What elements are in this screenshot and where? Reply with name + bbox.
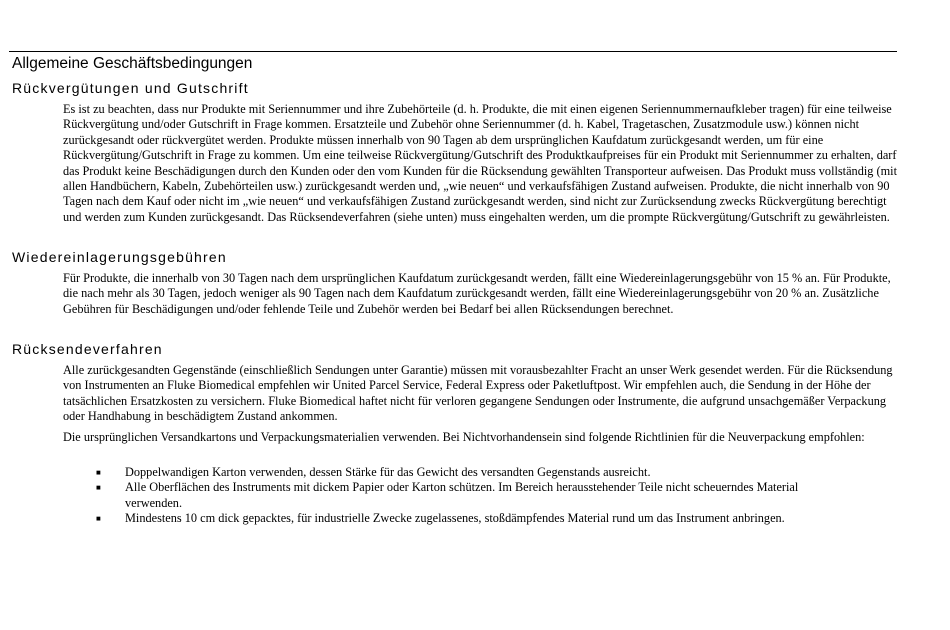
square-bullet-icon: ■ [96, 483, 101, 493]
header-rule [9, 51, 897, 52]
list-item-text: Doppelwandigen Karton verwenden, dessen Stärke für das Gewicht des versandten Gegenstands ausreicht. [125, 465, 651, 479]
square-bullet-icon: ■ [96, 514, 101, 524]
list-item [94, 480, 904, 511]
list-item [94, 465, 904, 480]
section-heading-rueckverguetungen: Rückvergütungen und Gutschrift [12, 80, 249, 96]
square-bullet-icon: ■ [96, 468, 101, 477]
paragraph-rueckverguetungen: Es ist zu beachten, dass nur Produkte mit Seriennummer und ihre Zubehörteile (d. h. Produkte, die mit einen eigenen Seriennummernaufkleber tragen) für eine teilweise Rückvergütung und/oder Gutschrift in Frage kommen. Ersatzteile und Zubehör ohne Seriennummer (d. h. Kabel, Tragetaschen, Zusatzmodule usw.) können nicht zurückgesandt oder rückvergütet werden. Produkte müssen innerhalb von 90 Tagen ab dem ursprünglichen Kaufdatum zurückgesandt werden, um für eine Rückvergütung/Gutschrift in Frage zu kommen. Um eine teilweise Rückvergütung/Gutschrift des Produktkaufpreises für ein Produkt mit Seriennummer zu erhalten, darf das Produkt keine Beschädigungen durch den Kunden oder den vom Kunden für die Rücksendung gewählten Transporteur aufweisen. Das Produkt muss vollständig (mit allen Handbüchern, Kabeln, Zubehörteilen usw.) zurückgesandt werden und, „wie neuen“ und verkaufsfähigen Zustand aufweisen. Produkte, die nicht innerhalb von 90 Tagen nach dem Kauf oder nicht im „wie neuen“ und verkaufsfähigen Zustand zurückgesandt werden, sind nicht zur Zurücksendung zwecks Rückvergütung berechtigt und werden zum Kunden zurückgesandt. Das Rücksendeverfahren (siehe unten) muss eingehalten werden, um die prompte Rückvergütung/Gutschrift zu gewährleisten. [63, 102, 897, 224]
list-item-text: Alle Oberflächen des Instruments mit dickem Papier oder Karton schützen. Im Bereich herausstehender Teile nicht scheuerndes Material verwenden. [125, 480, 799, 510]
list-item [94, 511, 904, 526]
section-heading-wiedereinlagerungsgebuehren: Wiedereinlagerungsgebühren [12, 249, 227, 265]
paragraph-ruecksendeverfahren-1: Alle zurückgesandten Gegenstände (einschließlich Sendungen unter Garantie) müssen mit vorausbezahlter Fracht an unser Werk gesendet werden. Für die Rücksendung von Instrumenten an Fluke Biomedical empfehlen wir United Parcel Service, Federal Express oder Paketluftpost. Wir empfehlen auch, die Sendung in der Höhe der tatsächlichen Ersatzkosten zu versichern. Fluke Biomedical haftet nicht für verloren gegangene Sendungen oder Instrumente, die aufgrund unsachgemäßer Verpackung oder Handhabung in beschädigtem Zustand ankommen. [63, 363, 893, 424]
paragraph-ruecksendeverfahren-2: Die ursprünglichen Versandkartons und Verpackungsmaterialien verwenden. Bei Nichtvorhandensein sind folgende Richtlinien für die Neuverpackung empfohlen: [63, 430, 865, 444]
packing-guidelines-list [94, 465, 904, 527]
list-item-text: Mindestens 10 cm dick gepacktes, für industrielle Zwecke zugelassenes, stoßdämpfendes Material rund um das Instrument anbringen. [125, 511, 785, 526]
paragraph-wiedereinlagerungsgebuehren: Für Produkte, die innerhalb von 30 Tagen nach dem ursprünglichen Kaufdatum zurückgesandt werden, fällt eine Wiedereinlagerungsgebühr von 15 % an. Für Produkte, die nach mehr als 30 Tagen, jedoch weniger als 90 Tagen nach dem Kaufdatum zurückgesandt werden, fällt eine Wiedereinlagerungsgebühr von 20 % an. Zusätzliche Gebühren für Beschädigungen und/oder fehlende Teile und Zubehör werden bei Bedarf bei allen Rücksendungen berechnet. [63, 271, 891, 316]
document-title: Allgemeine Geschäftsbedingungen [12, 55, 253, 72]
section-heading-ruecksendeverfahren: Rücksendeverfahren [12, 341, 163, 357]
